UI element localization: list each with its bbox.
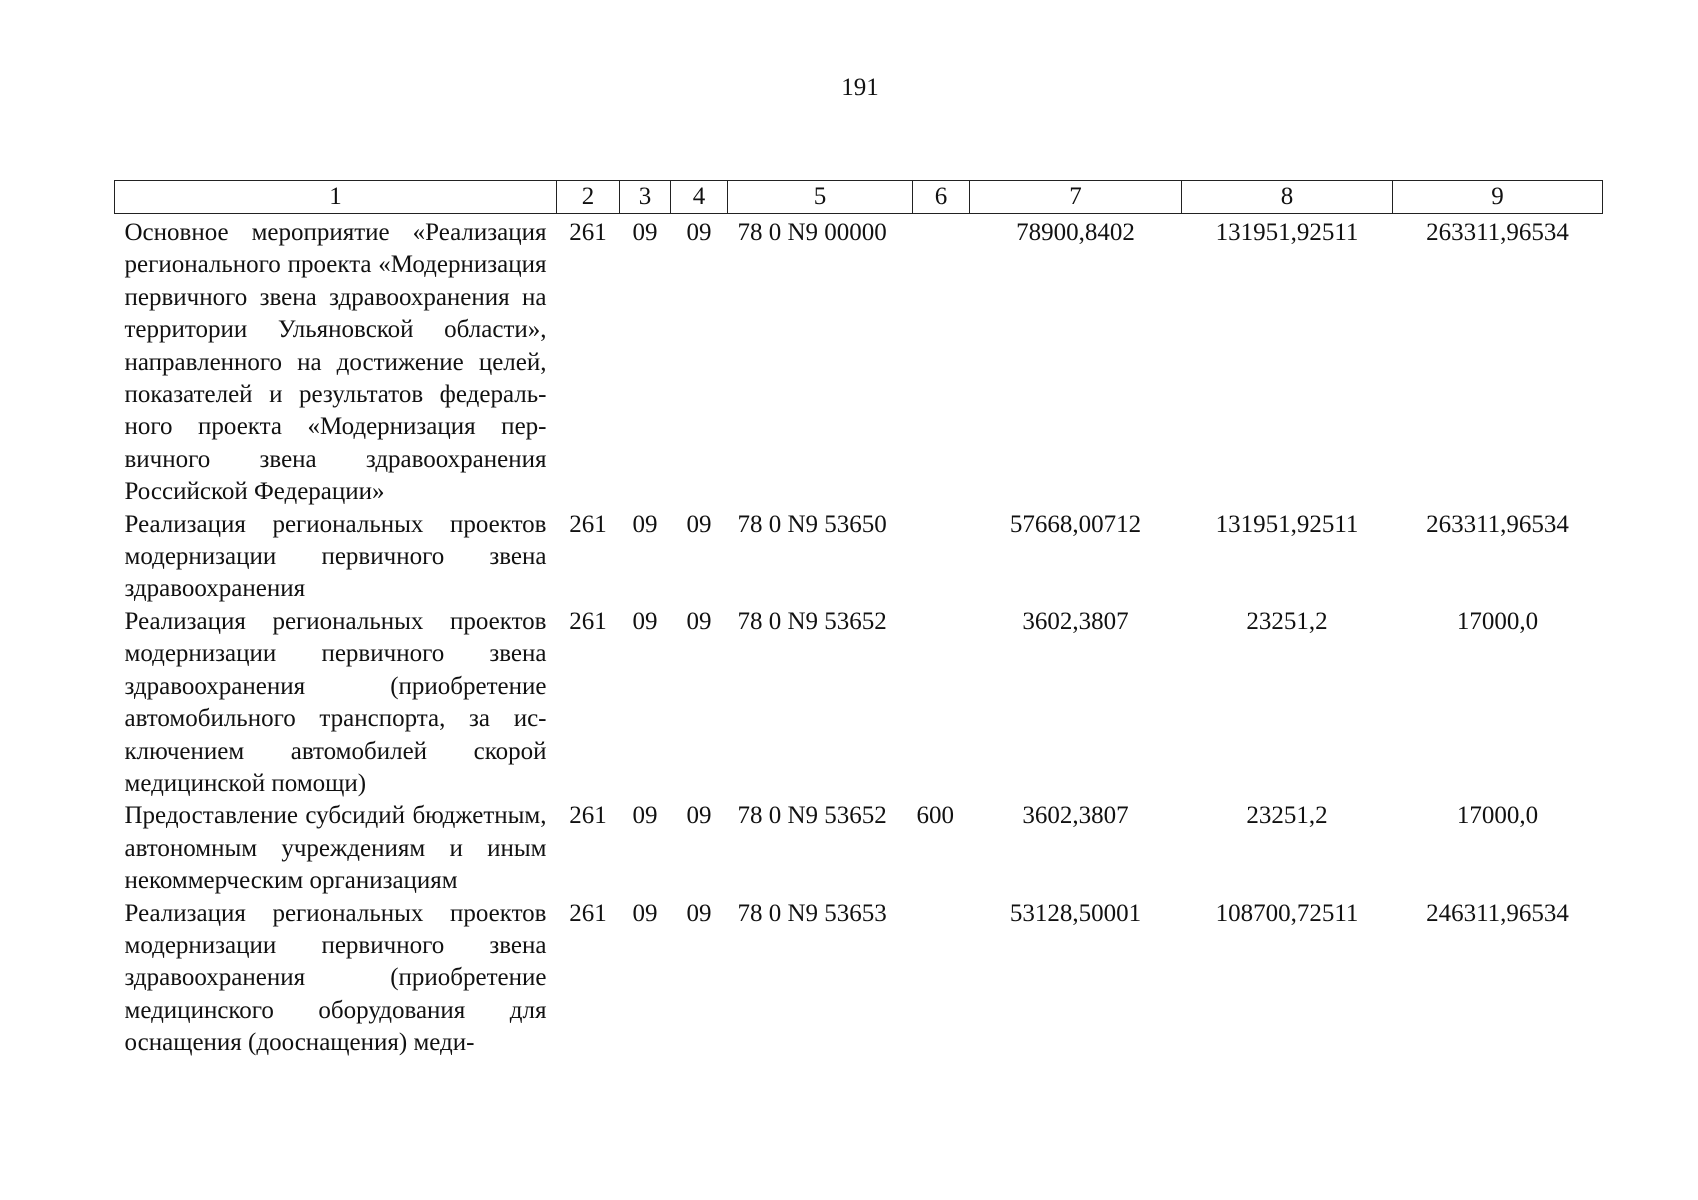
row-subsection: 09 — [686, 607, 712, 635]
row-amount-col9: 17000,0 — [1456, 607, 1539, 635]
header-col-2: 2 — [557, 181, 620, 214]
row-description: Реализация региональных проектов модернизации первичного звена здравоохранения (приобретение автомобильного транспорта, за исключением автомобилей скорой медицинской помощи) — [124, 607, 547, 797]
row-amount-col9: 17000,0 — [1456, 802, 1539, 830]
header-col-3: 3 — [620, 181, 671, 214]
row-expense-type — [913, 898, 970, 1060]
header-col-1: 1 — [115, 181, 557, 214]
budget-table — [114, 180, 1603, 1060]
row-amount-col7: 3602,3807 — [1022, 802, 1129, 830]
row-target-code: 78 0 N9 53652 — [737, 607, 887, 635]
header-col-8: 8 — [1182, 181, 1393, 214]
row-amount-col8: 131951,92511 — [1215, 510, 1359, 538]
table-row — [115, 800, 1603, 897]
row-admin-code: 261 — [569, 899, 607, 927]
row-admin-code: 261 — [569, 510, 607, 538]
row-amount-col7: 57668,00712 — [1009, 510, 1142, 538]
row-amount-col8: 23251,2 — [1246, 607, 1328, 635]
row-section: 09 — [632, 219, 658, 246]
row-subsection: 09 — [686, 510, 712, 538]
row-subsection: 09 — [686, 802, 712, 830]
header-col-4: 4 — [671, 181, 728, 214]
row-expense-type — [913, 509, 970, 606]
table-row — [115, 898, 1603, 1060]
row-description: Основное мероприятие «Реализация регионального проекта «Модернизация первичного звена здравоохранения на территории Ульяновской области», направленного на достижение целей, показателей и результатов федерального проекта «Модернизация первичного звена здравоохранения Российской Федерации» — [124, 219, 547, 506]
row-target-code: 78 0 N9 00000 — [737, 219, 887, 246]
row-admin-code: 261 — [569, 219, 607, 246]
table-row — [115, 214, 1603, 509]
row-expense-type — [913, 214, 970, 509]
row-expense-type — [913, 606, 970, 800]
row-section: 09 — [632, 802, 658, 830]
row-admin-code: 261 — [569, 802, 607, 830]
header-col-5: 5 — [728, 181, 913, 214]
row-subsection: 09 — [686, 899, 712, 927]
row-section: 09 — [632, 607, 658, 635]
row-section: 09 — [632, 510, 658, 538]
row-target-code: 78 0 N9 53650 — [737, 510, 887, 538]
header-col-6: 6 — [913, 181, 970, 214]
row-amount-col8: 23251,2 — [1246, 802, 1328, 830]
row-amount-col7: 3602,3807 — [1022, 607, 1129, 635]
row-amount-col8: 108700,72511 — [1215, 899, 1359, 927]
row-subsection: 09 — [686, 219, 712, 246]
row-target-code: 78 0 N9 53653 — [737, 899, 887, 927]
table-row — [115, 606, 1603, 800]
row-amount-col9: 263311,96534 — [1426, 219, 1569, 246]
row-description: Реализация региональных проектов модернизации первичного звена здравоохранения — [124, 510, 547, 603]
header-col-9: 9 — [1393, 181, 1603, 214]
row-amount-col8: 131951,92511 — [1215, 219, 1359, 246]
row-target-code: 78 0 N9 53652 — [737, 802, 887, 830]
row-amount-col9: 263311,96534 — [1426, 510, 1569, 538]
table-header — [115, 181, 1603, 214]
row-description: Реализация региональных проектов модернизации первичного звена здравоохранения (приобретение медицинского оборудования для оснащения (дооснащения) меди- — [124, 899, 547, 1057]
header-row — [115, 181, 1603, 214]
row-section: 09 — [632, 899, 658, 927]
table-body — [115, 214, 1603, 1060]
row-amount-col7: 78900,8402 — [1016, 219, 1135, 246]
row-description: Предоставление субсидий бюджетным, автономным учреждениям и иным некоммерческим организациям — [124, 802, 547, 895]
row-admin-code: 261 — [569, 607, 607, 635]
table-row — [115, 509, 1603, 606]
header-col-7: 7 — [970, 181, 1182, 214]
page-number: 191 — [841, 74, 879, 101]
row-amount-col9: 246311,96534 — [1426, 899, 1569, 927]
row-expense-type: 600 — [916, 802, 954, 830]
row-amount-col7: 53128,50001 — [1009, 899, 1142, 927]
